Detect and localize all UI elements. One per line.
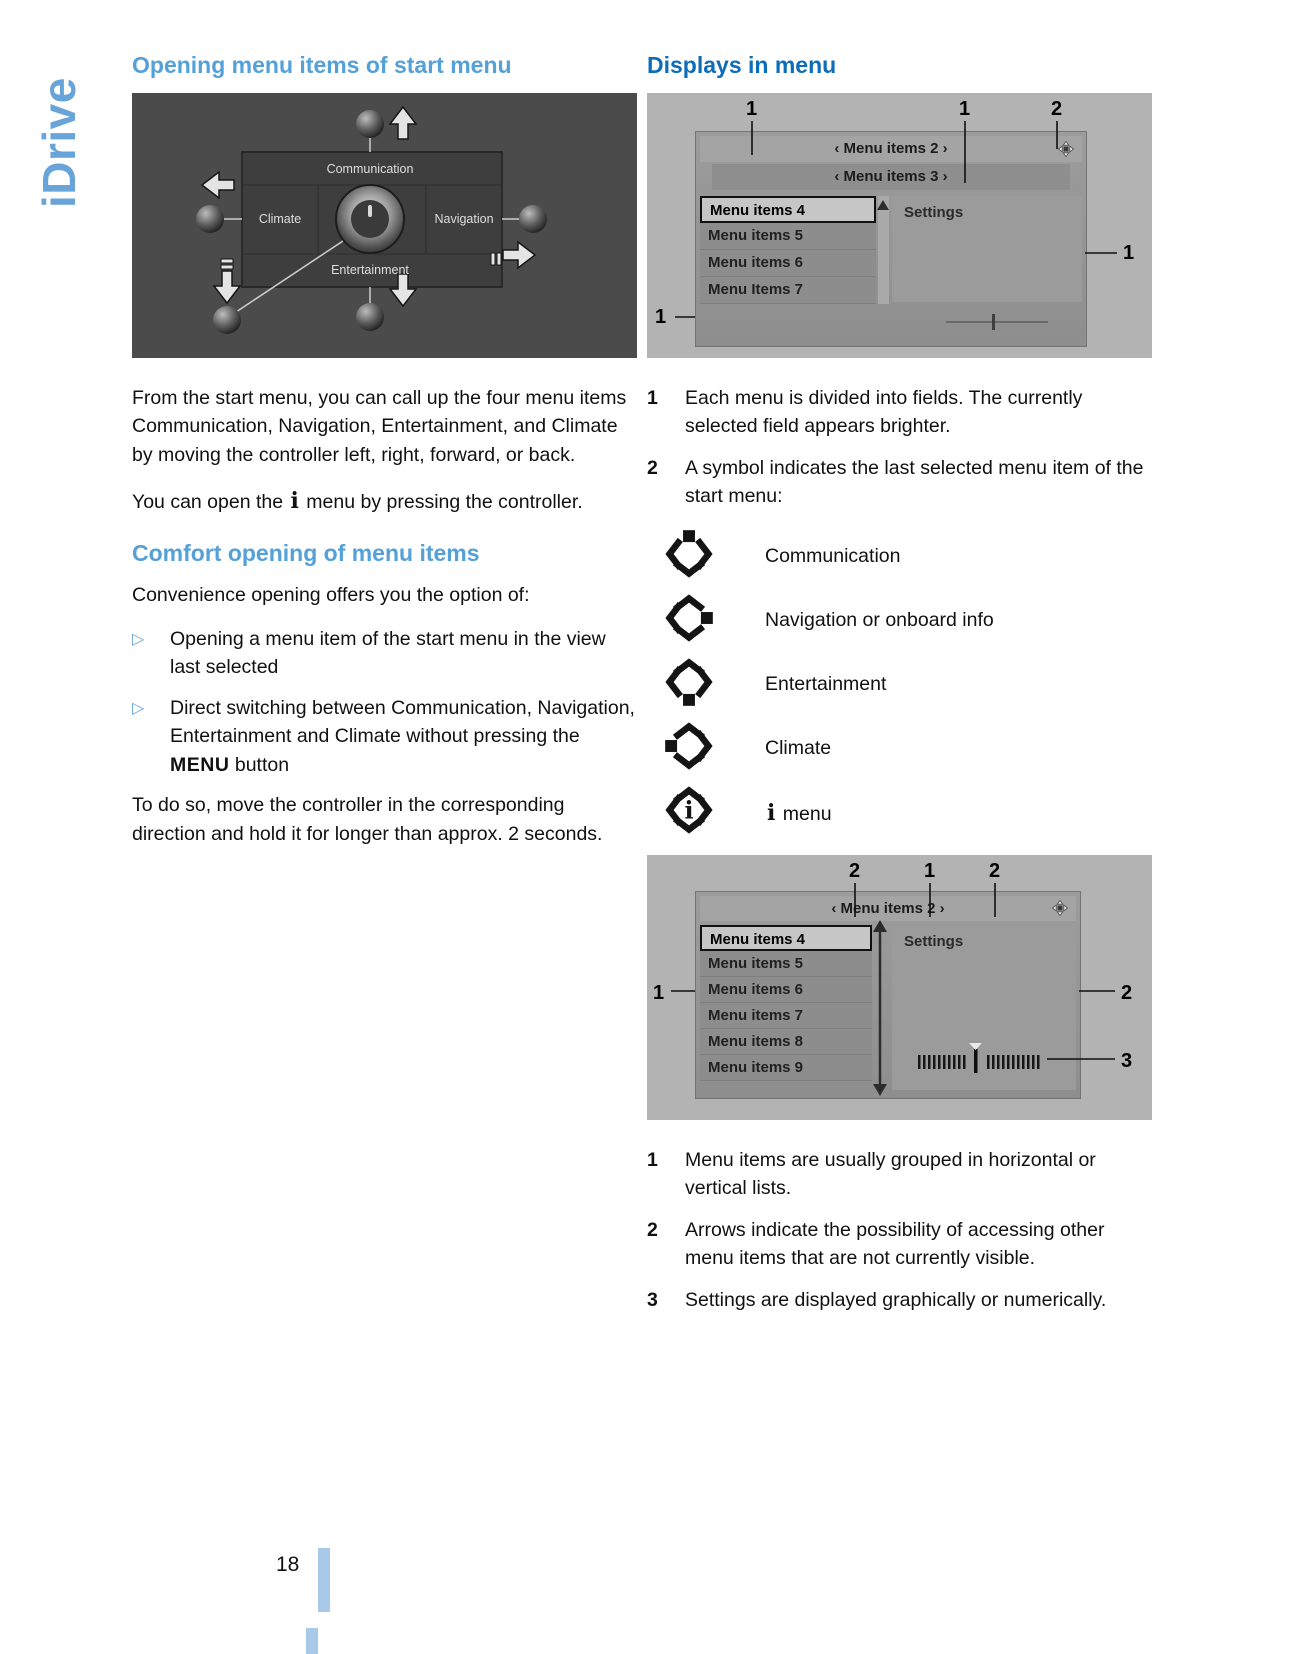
diagram-label-entertainment: Entertainment	[331, 263, 409, 277]
callout-number: 1	[924, 859, 936, 882]
controller-diagram-graphic	[132, 93, 637, 358]
item-number: 1	[647, 1148, 658, 1171]
item-text: Each menu is divided into fields. The currently selected field appears brighter.	[685, 387, 1083, 438]
callout-number: 1	[655, 306, 667, 328]
legend-label: Navigation or onboard info	[765, 609, 994, 632]
item-number: 1	[647, 387, 658, 409]
callout-number: 2	[849, 859, 861, 882]
communication-direction-icon	[647, 528, 765, 585]
svg-text:i: i	[684, 797, 694, 826]
last-menu-symbol-icon	[1058, 141, 1074, 157]
i-menu-icon: i	[290, 488, 299, 515]
menu-bar-items-2	[700, 136, 1082, 162]
menu-item: Menu items 9	[700, 1055, 872, 1081]
callout-number: 1	[1123, 242, 1135, 264]
legend-label: Entertainment	[765, 673, 887, 696]
paragraph-start-menu: From the start menu, you can call up the four menu items Communication, Navigation, Entertainment, and Climate by moving the controller left, right, forward, or back.	[132, 387, 627, 466]
settings-label: Settings	[904, 204, 964, 221]
bullet-triangle-icon: ▷	[132, 699, 145, 717]
scrollbar	[878, 196, 889, 304]
paragraph-text: You can open the	[132, 491, 284, 514]
bullet-text-part: button	[234, 753, 290, 776]
menu-button-label: MENU	[170, 753, 230, 776]
i-menu-icon: i	[767, 799, 776, 826]
numbered-list-2	[647, 1146, 1152, 1314]
menu-item: Menu Items 7	[700, 277, 876, 304]
right-column	[647, 52, 1152, 1327]
settings-field	[892, 196, 1082, 302]
callout-number: 1	[653, 981, 665, 1004]
menu-bar-label: ‹ Menu items 2 ›	[831, 899, 945, 917]
list-item	[647, 1216, 1152, 1273]
menu-item: Menu items 5	[700, 223, 876, 250]
callout-number: 2	[1051, 98, 1063, 120]
menu-display-figure-1	[647, 93, 1152, 358]
footer-accent-bar	[306, 1628, 318, 1654]
paragraph-open-i-menu	[132, 485, 637, 517]
paragraph-convenience: Convenience opening offers you the option of:	[132, 583, 530, 606]
numbered-list-1	[647, 384, 1152, 511]
list-item	[647, 1286, 1152, 1314]
direction-symbol-legend	[647, 525, 1152, 845]
bullet-text: Opening a menu item of the start menu in the view last selected	[170, 627, 606, 679]
page-number: 18	[276, 1553, 300, 1576]
paragraph-text: menu by pressing the controller.	[306, 491, 583, 514]
legend-label: Climate	[765, 737, 832, 760]
callout-number: 3	[1121, 1049, 1133, 1072]
legend-label	[765, 800, 832, 826]
item-text: Arrows indicate the possibility of accessing other menu items that are not currently visible.	[685, 1218, 1105, 1270]
list-item	[647, 1146, 1152, 1203]
menu-item: Menu items 6	[700, 977, 872, 1003]
menu-bar-items-2	[700, 896, 1076, 921]
section-heading-displays-in-menu: Displays in menu	[647, 52, 837, 78]
entertainment-direction-icon	[647, 656, 765, 713]
legend-row-navigation	[647, 589, 1152, 653]
legend-row-climate	[647, 717, 1152, 781]
controller-diagram-figure	[132, 93, 637, 358]
list-item	[647, 384, 1152, 441]
paragraph-hold-controller: To do so, move the controller in the corresponding direction and hold it for longer than approx. 2 seconds.	[132, 794, 603, 845]
legend-row-entertainment	[647, 653, 1152, 717]
item-text: Settings are displayed graphically or numerically.	[685, 1288, 1107, 1311]
menu-item-selected: Menu items 4	[700, 925, 872, 951]
callout-number: 1	[746, 98, 758, 120]
legend-row-communication	[647, 525, 1152, 589]
legend-label-text: menu	[782, 802, 832, 825]
menu-item: Menu items 5	[700, 951, 872, 977]
menu-item: Menu items 6	[700, 250, 876, 277]
bullet-text-part: Direct switching between Communication, Navigation, Entertainment and Climate without pressing the	[170, 696, 635, 748]
bullet-item-view-last-selected	[132, 625, 637, 682]
item-text: Menu items are usually grouped in horizontal or vertical lists.	[685, 1148, 1096, 1200]
diagram-label-navigation: Navigation	[434, 212, 494, 226]
i-menu-direction-icon	[647, 784, 765, 841]
callout-number: 2	[1121, 981, 1133, 1004]
item-number: 3	[647, 1288, 658, 1311]
list-item	[647, 454, 1152, 511]
menu-item-selected: Menu items 4	[700, 196, 876, 223]
menu-item: Menu items 7	[700, 1003, 872, 1029]
footer-accent-bar	[318, 1548, 330, 1612]
bullet-text	[170, 694, 637, 779]
navigation-direction-icon	[647, 592, 765, 649]
bullet-item-direct-switching	[132, 694, 637, 779]
menu-screen-1	[695, 131, 1087, 347]
bullet-triangle-icon: ▷	[132, 630, 145, 648]
legend-row-i-menu	[647, 781, 1152, 845]
menu-item-list	[700, 196, 876, 304]
item-number: 2	[647, 456, 658, 479]
diagram-label-climate: Climate	[258, 212, 302, 226]
section-heading-comfort-opening: Comfort opening of menu items	[132, 539, 480, 566]
menu-bar-label: ‹ Menu items 3 ›	[834, 168, 948, 185]
chapter-sidebar-label: iDrive	[33, 77, 85, 208]
last-menu-symbol-icon	[1052, 900, 1068, 916]
item-text: A symbol indicates the last selected menu item of the start menu:	[685, 456, 1144, 508]
menu-item-list	[700, 925, 872, 1081]
settings-field	[892, 925, 1076, 1090]
menu-screen-2	[695, 891, 1081, 1099]
menu-bar-items-3	[712, 164, 1070, 190]
climate-direction-icon	[647, 720, 765, 777]
settings-label: Settings	[904, 932, 964, 950]
item-number: 2	[647, 1218, 658, 1241]
legend-label: Communication	[765, 545, 901, 568]
menu-item: Menu items 8	[700, 1029, 872, 1055]
menu-bar-label: ‹ Menu items 2 ›	[834, 140, 948, 157]
menu-display-figure-2	[647, 855, 1152, 1120]
callout-number: 2	[989, 859, 1001, 882]
section-heading-opening-menu: Opening menu items of start menu	[132, 52, 512, 78]
callout-number: 1	[959, 98, 971, 120]
diagram-label-communication: Communication	[326, 162, 414, 176]
left-column	[132, 52, 637, 864]
